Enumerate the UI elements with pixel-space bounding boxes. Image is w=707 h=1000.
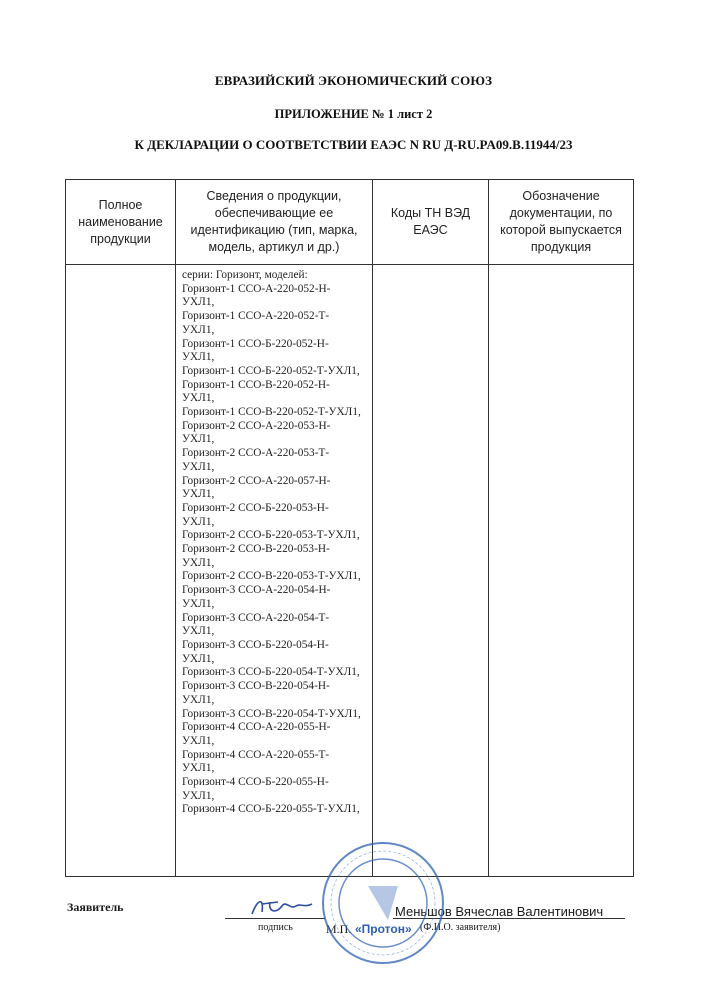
signature-caption: подпись [258, 922, 293, 933]
model-line: серии: Горизонт, моделей: [182, 269, 308, 281]
model-line: Горизонт-3 ССО-Б-220-054-Т-УХЛ1, [182, 666, 360, 679]
model-line: Горизонт-2 ССО-В-220-053-Н- [182, 543, 330, 556]
model-line: УХЛ1, [182, 556, 215, 569]
cell-tnved-codes [373, 265, 489, 877]
table-header-row [66, 180, 634, 265]
model-line: Горизонт-3 ССО-Б-220-054-Н- [182, 638, 329, 651]
products-table [65, 179, 634, 877]
model-line: УХЛ1, [182, 652, 215, 665]
model-line: Горизонт-3 ССО-В-220-054-Т-УХЛ1, [182, 707, 361, 720]
model-line: УХЛ1, [182, 625, 215, 638]
model-line: УХЛ1, [182, 323, 215, 336]
model-line: УХЛ1, [182, 433, 215, 446]
model-line: Горизонт-1 ССО-А-220-052-Н- [182, 282, 331, 295]
model-line: Горизонт-1 ССО-А-220-052-Т- [182, 310, 330, 323]
cell-models [176, 265, 373, 877]
header-product-name: Полное наименование продукции [66, 180, 176, 265]
table-row [66, 265, 634, 877]
model-line: Горизонт-1 ССО-Б-220-052-Н- [182, 337, 329, 350]
declaration-title: К ДЕКЛАРАЦИИ О СООТВЕТСТВИИ ЕАЭС N RU Д-RU.PA09.B.11944/23 [134, 137, 573, 152]
signature-line [225, 918, 325, 919]
stamp-label: М.П. [326, 922, 352, 936]
model-line: Горизонт-4 ССО-Б-220-055-Н- [182, 776, 329, 789]
signature-icon [248, 894, 318, 920]
model-line: Горизонт-2 ССО-Б-220-053-Н- [182, 501, 329, 514]
signer-name: Меньшов Вячеслав Валентинович [395, 904, 604, 919]
model-line: Горизонт-1 ССО-Б-220-052-Т-УХЛ1, [182, 364, 360, 377]
model-line: УХЛ1, [182, 515, 215, 528]
seal-company: «Протон» [355, 922, 412, 936]
model-line: УХЛ1, [182, 597, 215, 610]
models-list [176, 265, 372, 817]
model-line: Горизонт-2 ССО-Б-220-053-Т-УХЛ1, [182, 529, 360, 542]
cell-product-name [66, 265, 176, 877]
model-line: УХЛ1, [182, 762, 215, 775]
model-line: УХЛ1, [182, 734, 215, 747]
model-line: УХЛ1, [182, 693, 215, 706]
model-line: Горизонт-3 ССО-А-220-054-Т- [182, 611, 330, 624]
header-tnved-codes: Коды ТН ВЭД ЕАЭС [373, 180, 489, 265]
cell-documentation [489, 265, 634, 877]
model-line: УХЛ1, [182, 351, 215, 364]
model-line: УХЛ1, [182, 296, 215, 309]
model-line: Горизонт-4 ССО-Б-220-055-Т-УХЛ1, [182, 803, 360, 816]
model-line: Горизонт-3 ССО-В-220-054-Н- [182, 680, 330, 693]
company-seal-icon [318, 838, 448, 968]
model-line: Горизонт-2 ССО-А-220-053-Н- [182, 419, 331, 432]
model-line: Горизонт-4 ССО-А-220-055-Т- [182, 748, 330, 761]
model-line: УХЛ1, [182, 460, 215, 473]
model-line: Горизонт-2 ССО-А-220-057-Н- [182, 474, 331, 487]
model-line: Горизонт-2 ССО-А-220-053-Т- [182, 447, 330, 460]
model-line: УХЛ1, [182, 488, 215, 501]
header-product-info: Сведения о продукции, обеспечивающие ее идентификацию (тип, марка, модель, артикул и др.) [176, 180, 373, 265]
header-documentation: Обозначение документации, по которой выпускается продукция [489, 180, 634, 265]
model-line: УХЛ1, [182, 789, 215, 802]
model-line: Горизонт-2 ССО-В-220-053-Т-УХЛ1, [182, 570, 361, 583]
model-line: Горизонт-1 ССО-В-220-052-Н- [182, 378, 330, 391]
model-line: УХЛ1, [182, 392, 215, 405]
appendix-title: ПРИЛОЖЕНИЕ № 1 лист 2 [274, 107, 433, 121]
applicant-label: Заявитель [67, 900, 124, 914]
model-line: Горизонт-1 ССО-В-220-052-Т-УХЛ1, [182, 406, 361, 419]
union-title: ЕВРАЗИЙСКИЙ ЭКОНОМИЧЕСКИЙ СОЮЗ [214, 73, 493, 88]
name-caption: (Ф.И.О. заявителя) [420, 922, 501, 933]
model-line: Горизонт-4 ССО-А-220-055-Н- [182, 721, 331, 734]
model-line: Горизонт-3 ССО-А-220-054-Н- [182, 584, 331, 597]
